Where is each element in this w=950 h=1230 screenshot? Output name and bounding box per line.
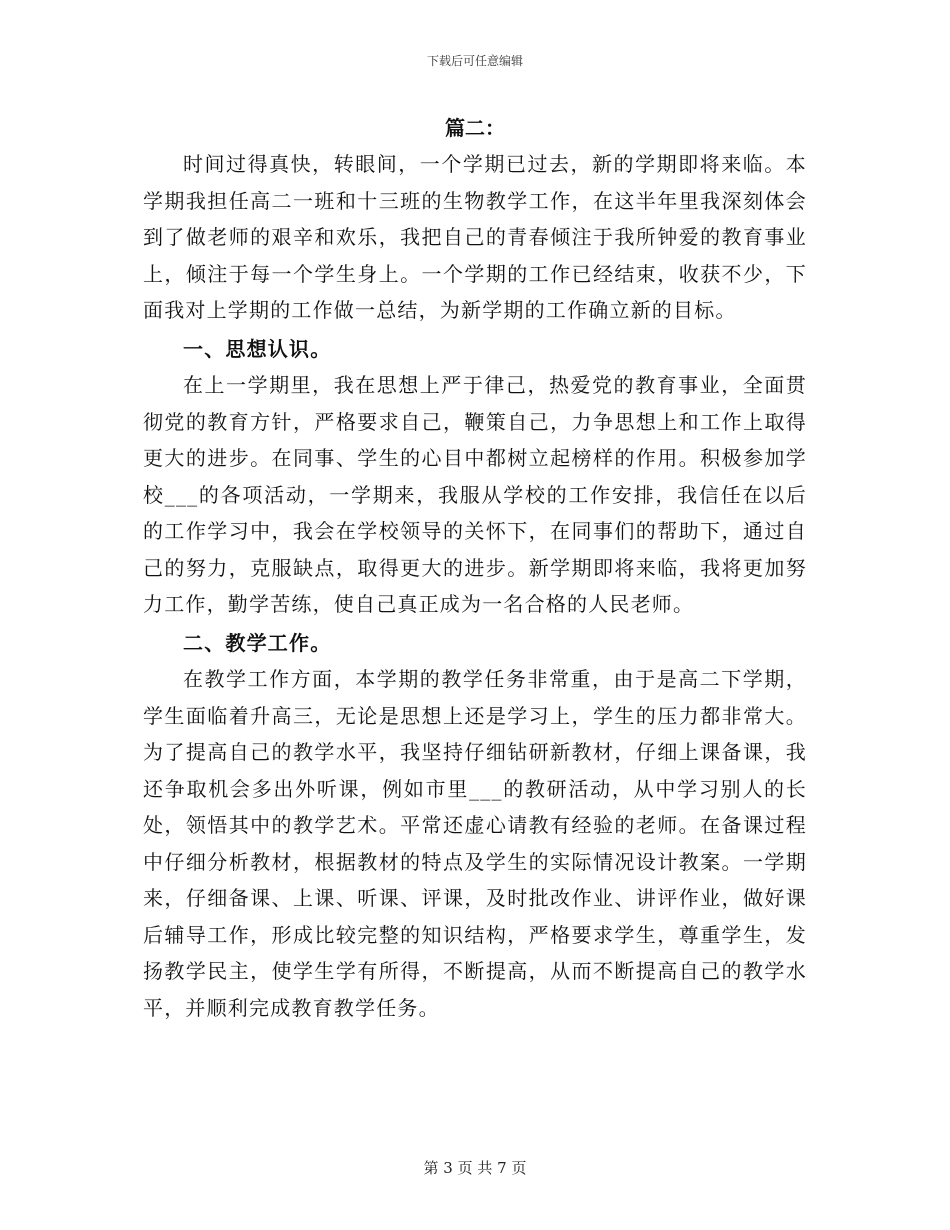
document-body (143, 146, 807, 1026)
intro-paragraph: 时间过得真快，转眼间，一个学期已过去，新的学期即将来临。本学期我担任高二一班和十三班的生物教学工作，在这半年里我深刻体会到了做老师的艰辛和欢乐，我把自己的青春倾注于我所钟爱的教育事业上，倾注于每一个学生身上。一个学期的工作已经结束，收获不少，下面我对上学期的工作做一总结，为新学期的工作确立新的目标。 (143, 152, 807, 322)
page-footer: 第 3 页 共 7 页 (423, 1159, 527, 1177)
section-paragraph-teaching: 在教学工作方面，本学期的教学任务非常重，由于是高二下学期，学生面临着升高三，无论是思想上还是学习上，学生的压力都非常大。为了提高自己的教学水平，我坚持仔细钻研新教材，仔细上课备课，我还争取机会多出外听课，例如市里___的教研活动，从中学习别人的长处，领悟其中的教学艺术。平常还虚心请教有经验的老师。在备课过程中仔细分析教材，根据教材的特点及学生的实际情况设计教案。一学期来，仔细备课、上课、听课、评课，及时批改作业、讲评作业，做好课后辅导工作，形成比较完整的知识结构，严格要求学生，尊重学生，发扬教学民主，使学生学有所得，不断提高，从而不断提高自己的教学水平，并顺利完成教育教学任务。 (143, 667, 807, 1020)
header-note: 下载后可任意编辑 (426, 54, 523, 68)
section-heading-thought: 一、思想认识。 (183, 336, 332, 361)
page-title: 篇二： (445, 116, 505, 140)
section-paragraph-thought: 在上一学期里，我在思想上严于律己，热爱党的教育事业，全面贯彻党的教育方针，严格要求自己，鞭策自己，力争思想上和工作上取得更大的进步。在同事、学生的心目中都树立起榜样的作用。积极参加学校___的各项活动，一学期来，我服从学校的工作安排，我信任在以后的工作学习中，我会在学校领导的关怀下，在同事们的帮助下，通过自己的努力，克服缺点，取得更大的进步。新学期即将来临，我将更加努力工作，勤学苦练，使自己真正成为一名合格的人民老师。 (143, 373, 807, 616)
section-heading-teaching: 二、教学工作。 (183, 630, 332, 655)
